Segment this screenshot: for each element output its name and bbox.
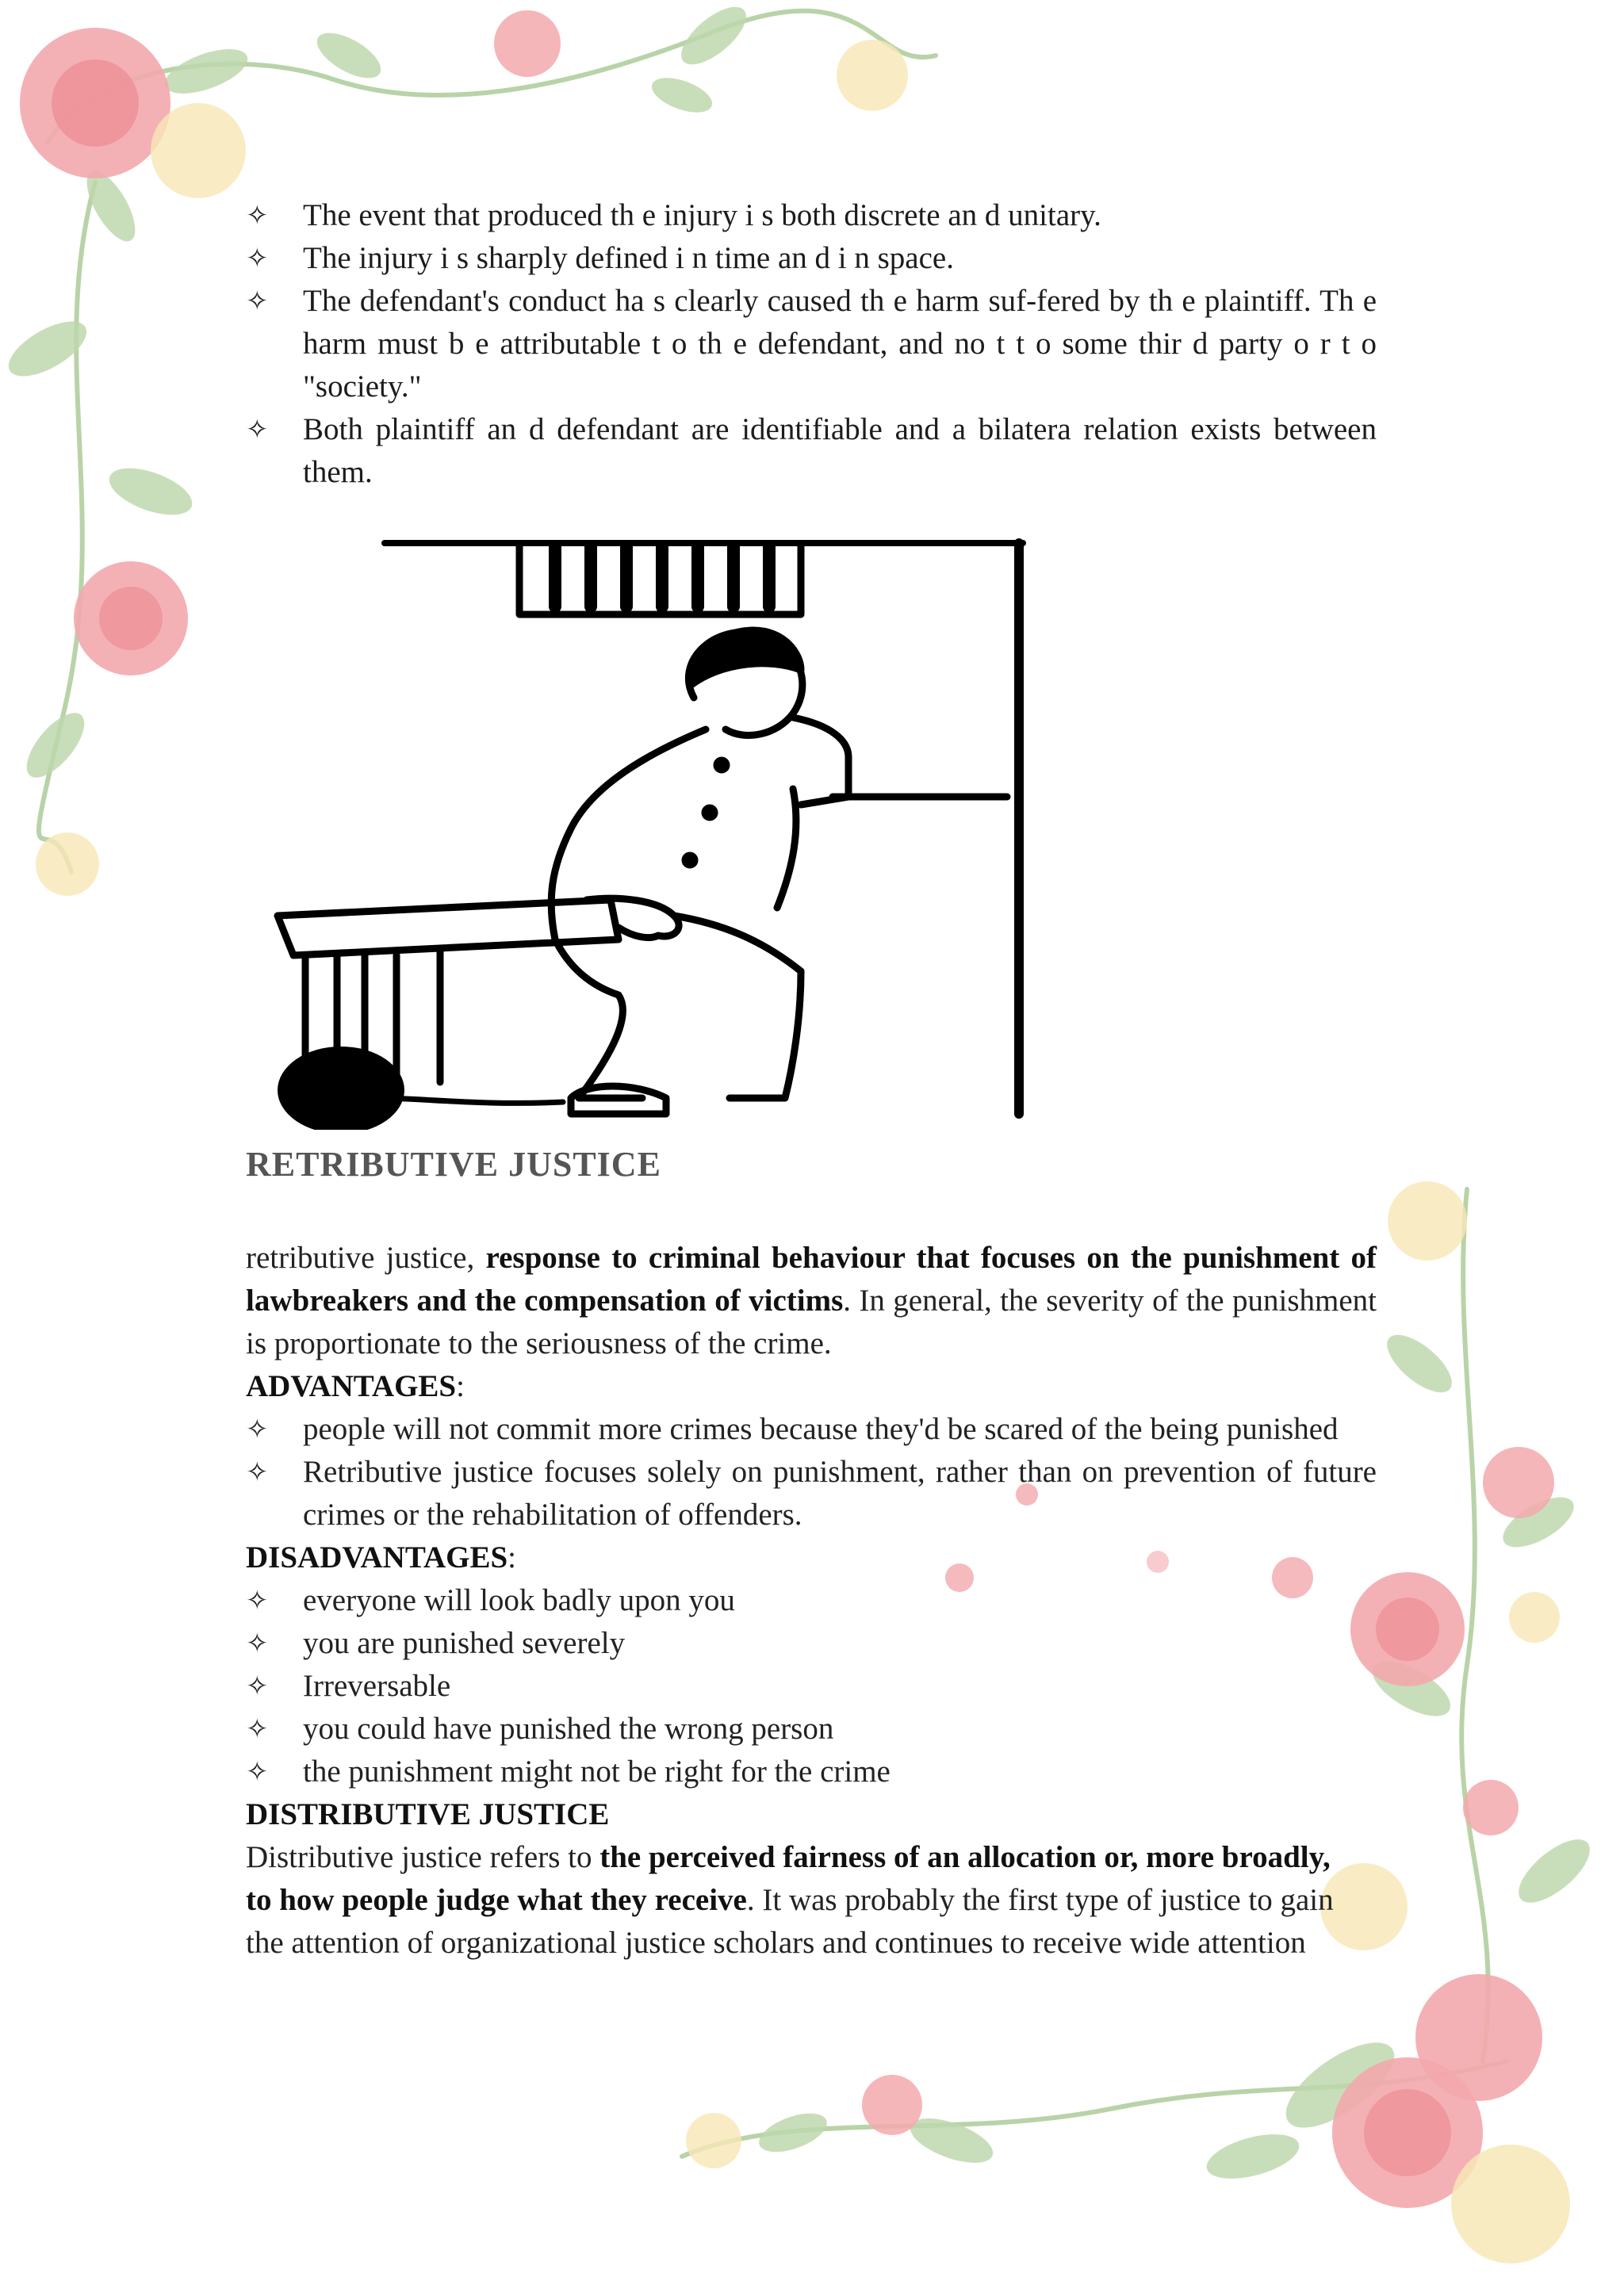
list-item: ✧ Irreversable [246, 1665, 1377, 1708]
advantages-label: ADVANTAGES: [246, 1369, 465, 1403]
star-bullet-icon: ✧ [246, 1414, 269, 1445]
list-item: ✧ Retributive justice focuses solely on punishment, rather than on prevention of future crimes or the rehabilitation of offenders. [246, 1451, 1377, 1536]
disadvantages-list [246, 1579, 1377, 1793]
list-item: ✧ everyone will look badly upon you [246, 1579, 1377, 1622]
star-bullet-icon: ✧ [246, 285, 269, 317]
star-bullet-icon: ✧ [246, 1585, 269, 1617]
star-bullet-icon: ✧ [246, 1670, 269, 1702]
advantages-list [246, 1408, 1377, 1536]
list-item: ✧ you are punished severely [246, 1622, 1377, 1665]
star-bullet-icon: ✧ [246, 1756, 269, 1788]
prisoner-illustration [246, 527, 1039, 1130]
list-item: ✧ you could have punished the wrong person [246, 1708, 1377, 1751]
list-item: ✧ The event that produced th e injury i s both discrete an d unitary. [246, 194, 1377, 237]
retributive-definition: retributive justice, response to criminal behaviour that focuses on the punishment of lawbreakers and the compensation of victims. In general, the severity of the punishment is proportionate to the seriousness of the crime. [246, 1241, 1377, 1360]
star-bullet-icon: ✧ [246, 200, 269, 232]
retributive-heading: RETRIBUTIVE JUSTICE [246, 1145, 661, 1184]
list-item: ✧ The defendant's conduct ha s clearly caused th e harm suf-fered by th e plaintiff. Th e harm must b e attributable t o th e defendant, and no t t o some thir d party o r t o "society." [246, 280, 1377, 408]
list-item: ✧ the punishment might not be right for the crime [246, 1751, 1377, 1793]
list-item: ✧ The injury i s sharply defined i n time an d i n space. [246, 237, 1377, 280]
distributive-heading: DISTRIBUTIVE JUSTICE [246, 1797, 610, 1831]
criteria-list [246, 194, 1377, 494]
star-bullet-icon: ✧ [246, 1713, 269, 1745]
distributive-definition: Distributive justice refers to the perceived fairness of an allocation or, more broadly, to how people judge what they receive. It was probably the first type of justice to gain the attention of organizational justice scholars and continues to receive wide attention [246, 1840, 1334, 1960]
star-bullet-icon: ✧ [246, 414, 269, 446]
list-item: ✧ Both plaintiff an d defendant are identifiable and a bilatera relation exists between them. [246, 408, 1377, 494]
disadvantages-label: DISADVANTAGES: [246, 1540, 516, 1575]
star-bullet-icon: ✧ [246, 1628, 269, 1659]
star-bullet-icon: ✧ [246, 1456, 269, 1488]
list-item: ✧ people will not commit more crimes because they'd be scared of the being punished [246, 1408, 1377, 1451]
star-bullet-icon: ✧ [246, 243, 269, 274]
